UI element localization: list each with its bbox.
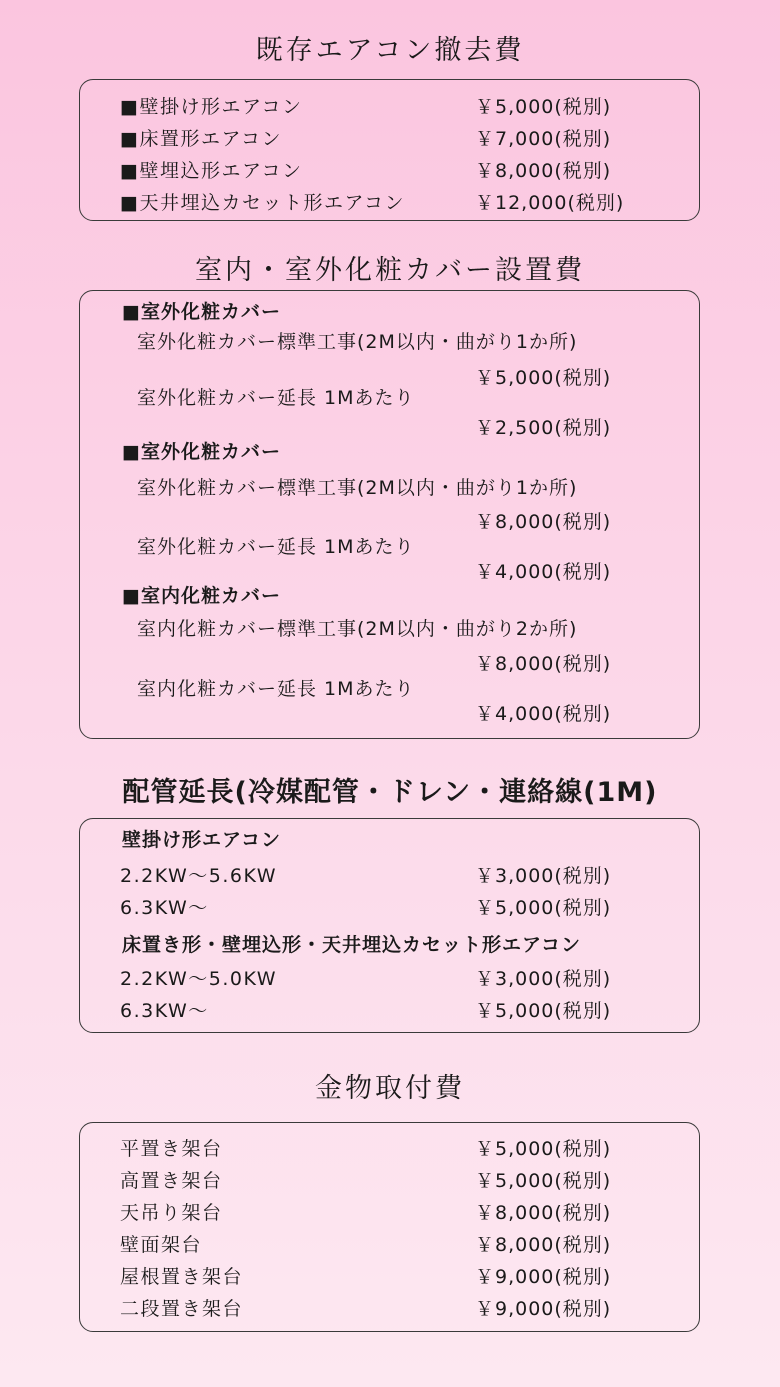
standard-work-price: ￥5,000(税別) (475, 367, 612, 389)
list-item-price: ￥7,000(税別) (475, 128, 612, 150)
cover-price-box (79, 290, 700, 739)
capacity-price: ￥3,000(税別) (475, 968, 612, 990)
hardware-price-box (79, 1122, 700, 1332)
section-title-removal: 既存エアコン撤去費 (255, 35, 525, 66)
capacity-price: ￥5,000(税別) (475, 1000, 612, 1022)
list-item-price: ￥5,000(税別) (475, 1138, 612, 1160)
group-heading: ■室外化粧カバー (122, 441, 281, 463)
removal-price-box (79, 79, 700, 221)
capacity-label: 6.3KW～ (120, 897, 209, 919)
list-item-label: 二段置き架台 (120, 1298, 244, 1320)
section-title-hardware: 金物取付費 (315, 1073, 465, 1104)
extension-label: 室外化粧カバー延長 1Mあたり (137, 536, 415, 558)
capacity-price: ￥3,000(税別) (475, 865, 612, 887)
section-title-cover: 室内・室外化粧カバー設置費 (195, 255, 585, 286)
list-item-label: 天吊り架台 (120, 1202, 223, 1224)
extension-price: ￥4,000(税別) (475, 703, 612, 725)
list-item-price: ￥8,000(税別) (475, 1202, 612, 1224)
capacity-label: 2.2KW～5.0KW (120, 968, 278, 990)
extension-label: 室外化粧カバー延長 1Mあたり (137, 387, 415, 409)
list-item-price: ￥9,000(税別) (475, 1266, 612, 1288)
standard-work-price: ￥8,000(税別) (475, 653, 612, 675)
list-item-price: ￥5,000(税別) (475, 96, 612, 118)
list-item-label: 高置き架台 (120, 1170, 223, 1192)
list-item-price: ￥9,000(税別) (475, 1298, 612, 1320)
list-item-label: 屋根置き架台 (120, 1266, 244, 1288)
standard-work-label: 室内化粧カバー標準工事(2M以内・曲がり2か所) (137, 618, 578, 640)
list-item-label: ■床置形エアコン (120, 128, 283, 150)
list-item-price: ￥5,000(税別) (475, 1170, 612, 1192)
group-heading: ■室外化粧カバー (122, 301, 281, 323)
list-item-price: ￥8,000(税別) (475, 160, 612, 182)
list-item-label: ■壁掛け形エアコン (120, 96, 303, 118)
piping-price-box (79, 818, 700, 1033)
list-item-label: ■天井埋込カセット形エアコン (120, 192, 406, 214)
list-item-label: 壁面架台 (120, 1234, 203, 1256)
list-item-label: ■壁埋込形エアコン (120, 160, 303, 182)
standard-work-price: ￥8,000(税別) (475, 511, 612, 533)
capacity-price: ￥5,000(税別) (475, 897, 612, 919)
standard-work-label: 室外化粧カバー標準工事(2M以内・曲がり1か所) (137, 477, 578, 499)
extension-price: ￥4,000(税別) (475, 561, 612, 583)
group-heading: 床置き形・壁埋込形・天井埋込カセット形エアコン (122, 934, 582, 956)
group-heading: 壁掛け形エアコン (122, 829, 282, 851)
list-item-price: ￥12,000(税別) (475, 192, 625, 214)
capacity-label: 2.2KW～5.6KW (120, 865, 278, 887)
extension-price: ￥2,500(税別) (475, 417, 612, 439)
group-heading: ■室内化粧カバー (122, 585, 281, 607)
standard-work-label: 室外化粧カバー標準工事(2M以内・曲がり1か所) (137, 331, 578, 353)
extension-label: 室内化粧カバー延長 1Mあたり (137, 678, 415, 700)
section-title-piping: 配管延長(冷媒配管・ドレン・連絡線(1M) (122, 777, 658, 808)
capacity-label: 6.3KW～ (120, 1000, 209, 1022)
list-item-price: ￥8,000(税別) (475, 1234, 612, 1256)
list-item-label: 平置き架台 (120, 1138, 223, 1160)
